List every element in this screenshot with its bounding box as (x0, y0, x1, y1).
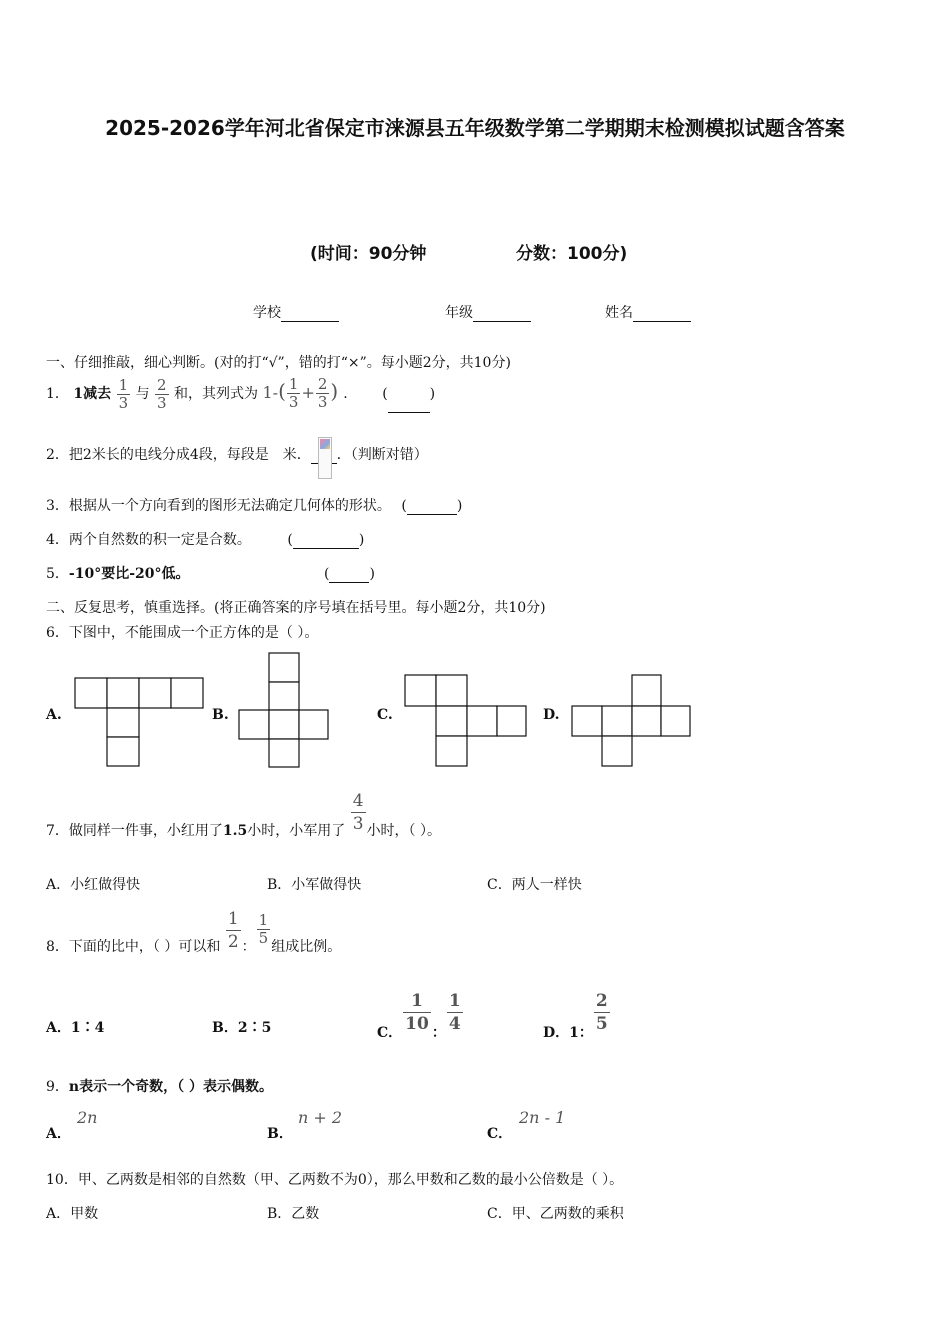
q6-option-c-label[interactable]: C. (377, 707, 393, 723)
q6-text: 下图中，不能围成一个正方体的是（ ）。 (68, 625, 319, 641)
section1-heading: 一、仔细推敲，细心判断。(对的打“√”，错的打“×”。每小题2分，共10分) (46, 355, 511, 371)
school-blank[interactable] (281, 305, 339, 322)
q9-option-a-label[interactable]: A． (46, 1126, 71, 1142)
q1-text-a: 1减去 (73, 386, 112, 402)
question-1 (46, 373, 436, 412)
grade-blank[interactable] (473, 305, 531, 322)
grade-field (445, 302, 531, 322)
q1-expression: 1-( $\frac{1}{3}$ + $\frac{2}{3}$ ) (262, 375, 339, 411)
q9-text: n表示一个奇数，（ ）表示偶数。 (68, 1079, 273, 1095)
q7-option-b[interactable]: B．小军做得快 (267, 877, 362, 893)
q2-number: 2． (46, 447, 69, 463)
q10-option-a[interactable]: A．甲数 (46, 1206, 99, 1222)
q6-option-b-label[interactable]: B. (212, 707, 229, 723)
q2-text-a: 把2米长的电线分成4段，每段是 (68, 447, 269, 463)
q8-text-b: 组成比例。 (271, 939, 342, 955)
grade-label: 年级 (445, 305, 473, 321)
q8-option-c[interactable]: C． $\frac{1}{10}$ ： $\frac{1}{4}$ (377, 991, 461, 1041)
exam-score: 分数：100分) (516, 244, 628, 264)
school-label: 学校 (253, 305, 281, 321)
name-blank[interactable] (633, 305, 691, 322)
q2-text-b: 米． (282, 447, 311, 463)
question-8 (46, 908, 341, 954)
name-field (605, 302, 691, 322)
q6-option-a-net[interactable] (74, 677, 206, 769)
q9-option-b-expr[interactable]: n + 2 (298, 1108, 343, 1127)
q9-number: 9． (46, 1079, 69, 1095)
q9-option-c-label[interactable]: C． (487, 1126, 513, 1142)
question-7 (46, 790, 442, 839)
q7-option-c[interactable]: C．两人一样快 (487, 877, 582, 893)
q8-colon: ： (241, 939, 256, 955)
q8-option-d-fraction: $\frac{2}{5}$ (595, 991, 608, 1034)
q4-number: 4． (46, 532, 69, 548)
exam-time: (时间：90分钟 (310, 244, 427, 264)
q6-option-d-net[interactable] (571, 674, 693, 769)
q8-fraction-one-half: $\frac{1}{2}$ (227, 909, 239, 952)
q1-number: 1． (46, 386, 69, 402)
q1-period: . (343, 386, 348, 402)
q4-answer-slot[interactable]: ( ) (287, 532, 365, 548)
question-4 (46, 529, 364, 549)
question-10 (46, 1169, 623, 1189)
q8-fraction-one-fifth: $\frac{1}{5}$ (258, 911, 269, 947)
question-2 (46, 444, 428, 464)
q6-option-b-net[interactable] (238, 652, 330, 770)
q8-option-c-fraction-1: $\frac{1}{10}$ (405, 991, 429, 1034)
q8-option-a[interactable]: A．1∶4 (46, 1020, 105, 1036)
school-field (253, 302, 339, 322)
name-label: 姓名 (605, 305, 633, 321)
q10-number: 10． (46, 1172, 78, 1188)
q6-option-a-label[interactable]: A. (46, 707, 62, 723)
q7-text-b: 小时，小军用了 (247, 823, 346, 839)
q7-number: 7． (46, 823, 69, 839)
q1-text-c: 和，其列式为 (174, 386, 259, 402)
q1-fraction-one-third: $\frac{1}{3}$ (118, 375, 129, 412)
q3-text: 根据从一个方向看到的图形无法确定几何体的形状。 (68, 498, 391, 514)
q10-text: 甲、乙两数是相邻的自然数（甲、乙两数不为0），那么甲数和乙数的最小公倍数是（ ）。 (77, 1172, 624, 1188)
q9-option-c-expr[interactable]: 2n - 1 (519, 1108, 566, 1127)
q1-text-b: 与 (135, 386, 150, 402)
q10-option-b[interactable]: B．乙数 (267, 1206, 320, 1222)
question-3 (46, 495, 462, 515)
q5-number: 5． (46, 566, 69, 582)
q8-option-b[interactable]: B．2∶5 (212, 1020, 272, 1036)
q5-answer-slot[interactable]: ( ) (323, 566, 375, 582)
q1-fraction-two-thirds: $\frac{2}{3}$ (157, 375, 167, 412)
page-title: 2025-2026学年河北省保定市涞源县五年级数学第二学期期末检测模拟试题含答案 (105, 116, 845, 140)
q2-broken-image-icon (318, 437, 332, 479)
q1-expr-fraction-1: $\frac{1}{3}$ (288, 375, 299, 411)
q6-option-c-net[interactable] (404, 674, 528, 768)
q6-number: 6． (46, 625, 69, 641)
q3-answer-slot[interactable]: ( ) (401, 498, 463, 514)
q8-text-a: 下面的比中，（ ）可以和 (68, 939, 221, 955)
section2-heading: 二、反复思考，慎重选择。(将正确答案的序号填在括号里。每小题2分，共10分) (46, 600, 546, 616)
q7-value: 1.5 (222, 823, 248, 839)
q1-expr-fraction-2: $\frac{2}{3}$ (317, 375, 328, 411)
q8-number: 8． (46, 939, 69, 955)
q6-option-d-label[interactable]: D. (543, 707, 560, 723)
question-6 (46, 622, 318, 642)
q7-fraction: $\frac{4}{3}$ (352, 791, 364, 834)
q4-text: 两个自然数的积一定是合数。 (68, 532, 251, 548)
q2-text-c: ．（判断对错） (336, 447, 428, 463)
q9-option-a-expr[interactable]: 2n (77, 1108, 98, 1127)
q9-option-b-label[interactable]: B． (267, 1126, 293, 1142)
question-9 (46, 1076, 273, 1096)
q10-option-c[interactable]: C．甲、乙两数的乘积 (487, 1206, 624, 1222)
q7-text-c: 小时，（ ）。 (366, 823, 442, 839)
q7-text-a: 做同样一件事，小红用了 (68, 823, 223, 839)
q5-text: -10°要比-20°低。 (68, 566, 190, 582)
q3-number: 3． (46, 498, 69, 514)
q8-option-d[interactable]: D．1： $\frac{2}{5}$ (543, 991, 608, 1041)
question-5 (46, 563, 375, 583)
q1-answer-slot[interactable]: ( ) (382, 386, 435, 402)
q8-option-c-fraction-2: $\frac{1}{4}$ (448, 991, 461, 1034)
q7-option-a[interactable]: A．小红做得快 (46, 877, 141, 893)
